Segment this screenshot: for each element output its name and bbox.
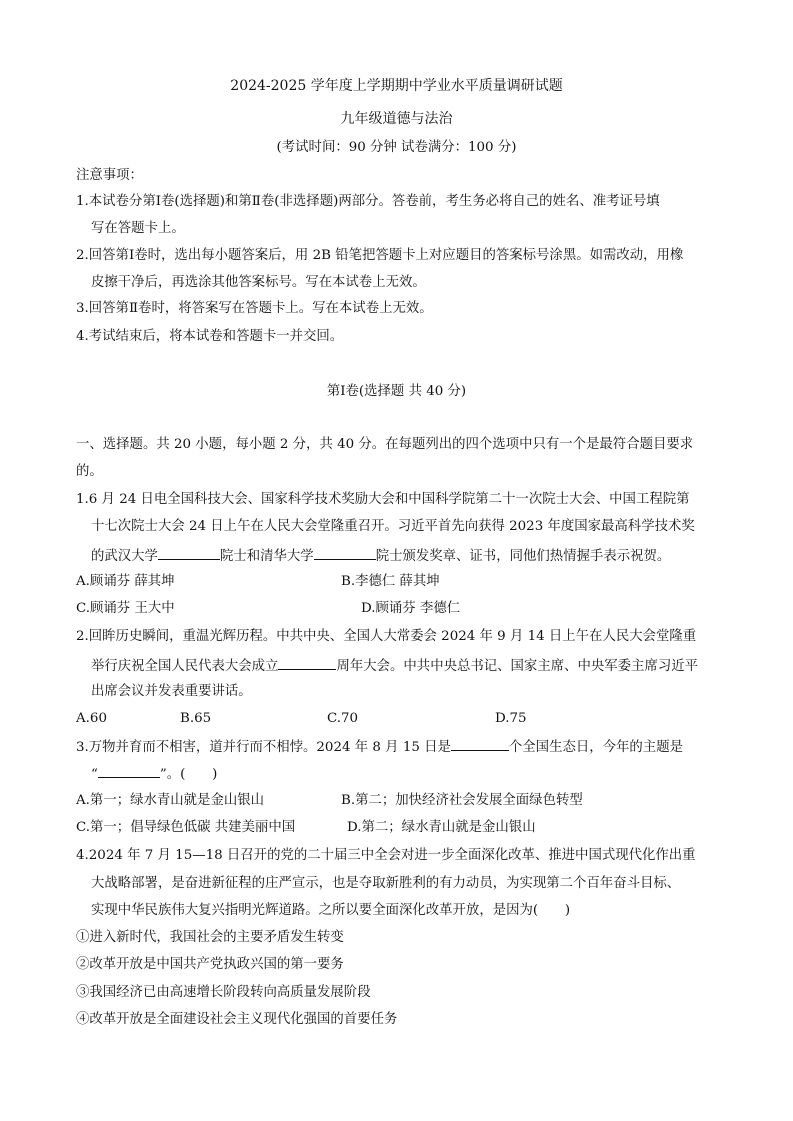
statement-item: ①进入新时代，我国社会的主要矛盾发生转变 — [76, 930, 344, 945]
answer-blank — [451, 737, 509, 751]
notice-item: 4.考试结束后，将本试卷和答题卡一并交回。 — [76, 329, 344, 344]
notice-item: 3.回答第Ⅱ卷时，将答案写在答题卡上。写在本试卷上无效。 — [76, 301, 433, 316]
question-text-part: “ — [91, 767, 98, 782]
question-1-text: 十七次院士大会 24 日上午在人民大会堂隆重召开。习近平首先向获得 2023 年度国家最高科学技术奖 — [91, 519, 695, 534]
answer-blank — [98, 764, 160, 778]
notice-item: 2.回答第Ⅰ卷时，选出每小题答案后，用 2B 铅笔把答题卡上对应题目的答案标号涂黑。如需改动，用橡 — [76, 248, 684, 263]
option-b: B.65 — [180, 711, 212, 726]
question-2-text: 2.回眸历史瞬间，重温光辉历程。中共中央、全国人大常委会 2024 年 9 月 14 日上午在人民大会堂隆重 — [76, 629, 697, 644]
option-a: A.顾诵芬 薛其坤 — [76, 574, 175, 589]
question-text-part: 的武汉大学 — [91, 549, 158, 564]
question-2-text: 出席会议并发表重要讲话。 — [91, 684, 252, 699]
notice-item: 皮擦干净后，再选涂其他答案标号。写在本试卷上无效。 — [91, 275, 426, 290]
answer-blank — [278, 656, 336, 670]
answer-blank — [158, 546, 220, 560]
question-text-part: ”。( ) — [159, 767, 218, 782]
option-c: C.第一；倡导绿色低碳 共建美丽中国 — [76, 820, 296, 835]
question-4-text: 4.2024 年 7 月 15—18 日召开的党的二十届三中全会对进一步全面深化改革、推进中国式现代化作出重 — [76, 848, 696, 863]
section-instruction: 的。 — [76, 464, 103, 479]
question-4-text: 大战略部署，是奋进新征程的庄严宣示，也是夺取新胜利的有力动员，为实现第二个百年奋斗目标、 — [91, 876, 681, 891]
option-d: D.75 — [495, 711, 527, 726]
question-text-part: 周年大会。中共中央总书记、国家主席、中央军委主席习近平 — [336, 659, 699, 674]
section-instruction: 一、选择题。共 20 小题，每小题 2 分，共 40 分。在每题列出的四个选项中只有一个是最符合题目要求 — [76, 437, 694, 452]
option-a: A.60 — [76, 711, 107, 726]
notice-heading: 注意事项： — [76, 168, 143, 183]
option-b: B.第二；加快经济社会发展全面绿色转型 — [341, 793, 583, 808]
question-4-text: 实现中华民族伟大复兴指明光辉道路。之所以要全面深化改革开放，是因为( ) — [91, 903, 571, 918]
option-d: D.顾诵芬 李德仁 — [361, 601, 461, 616]
question-1-text: 1.6 月 24 日电全国科技大会、国家科学技术奖励大会和中国科学院第二十一次院士大会、中国工程院第 — [76, 492, 690, 507]
question-text-part: 个全国生态日，今年的主题是 — [508, 740, 683, 755]
answer-blank — [314, 546, 376, 560]
question-1-text — [91, 546, 670, 566]
question-text-part: 3.万物并育而不相害，道并行而不相悖。2024 年 8 月 15 日是 — [76, 740, 451, 755]
exam-subject: 九年级道德与法治 — [340, 111, 453, 127]
question-text-part: 院士颁发奖章、证书，同他们热情握手表示祝贺。 — [375, 549, 671, 564]
exam-info: (考试时间：90 分钟 试卷满分：100 分) — [276, 140, 517, 155]
statement-item: ④改革开放是全面建设社会主义现代化强国的首要任务 — [76, 1012, 398, 1027]
question-2-text — [91, 656, 698, 676]
option-d: D.第二；绿水青山就是金山银山 — [347, 820, 536, 835]
option-a: A.第一；绿水青山就是金山银山 — [76, 793, 265, 808]
question-text-part: 院士和清华大学 — [219, 549, 314, 564]
question-3-text — [91, 764, 217, 784]
notice-item: 写在答题卡上。 — [91, 221, 185, 236]
notice-item: 1.本试卷分第Ⅰ卷(选择题)和第Ⅱ卷(非选择题)两部分。答卷前，考生务必将自己的姓名、准考证号填 — [76, 194, 660, 209]
question-text-part: 举行庆祝全国人民代表大会成立 — [91, 659, 279, 674]
section-title: 第Ⅰ卷(选择题 共 40 分) — [326, 384, 467, 399]
statement-item: ③我国经济已由高速增长阶段转向高质量发展阶段 — [76, 985, 371, 1000]
exam-title: 2024-2025 学年度上学期期中学业水平质量调研试题 — [230, 78, 563, 94]
option-c: C.顾诵芬 王大中 — [76, 601, 175, 616]
option-c: C.70 — [327, 711, 359, 726]
question-3-text — [76, 737, 683, 757]
option-b: B.李德仁 薛其坤 — [341, 574, 440, 589]
statement-item: ②改革开放是中国共产党执政兴国的第一要务 — [76, 957, 344, 972]
